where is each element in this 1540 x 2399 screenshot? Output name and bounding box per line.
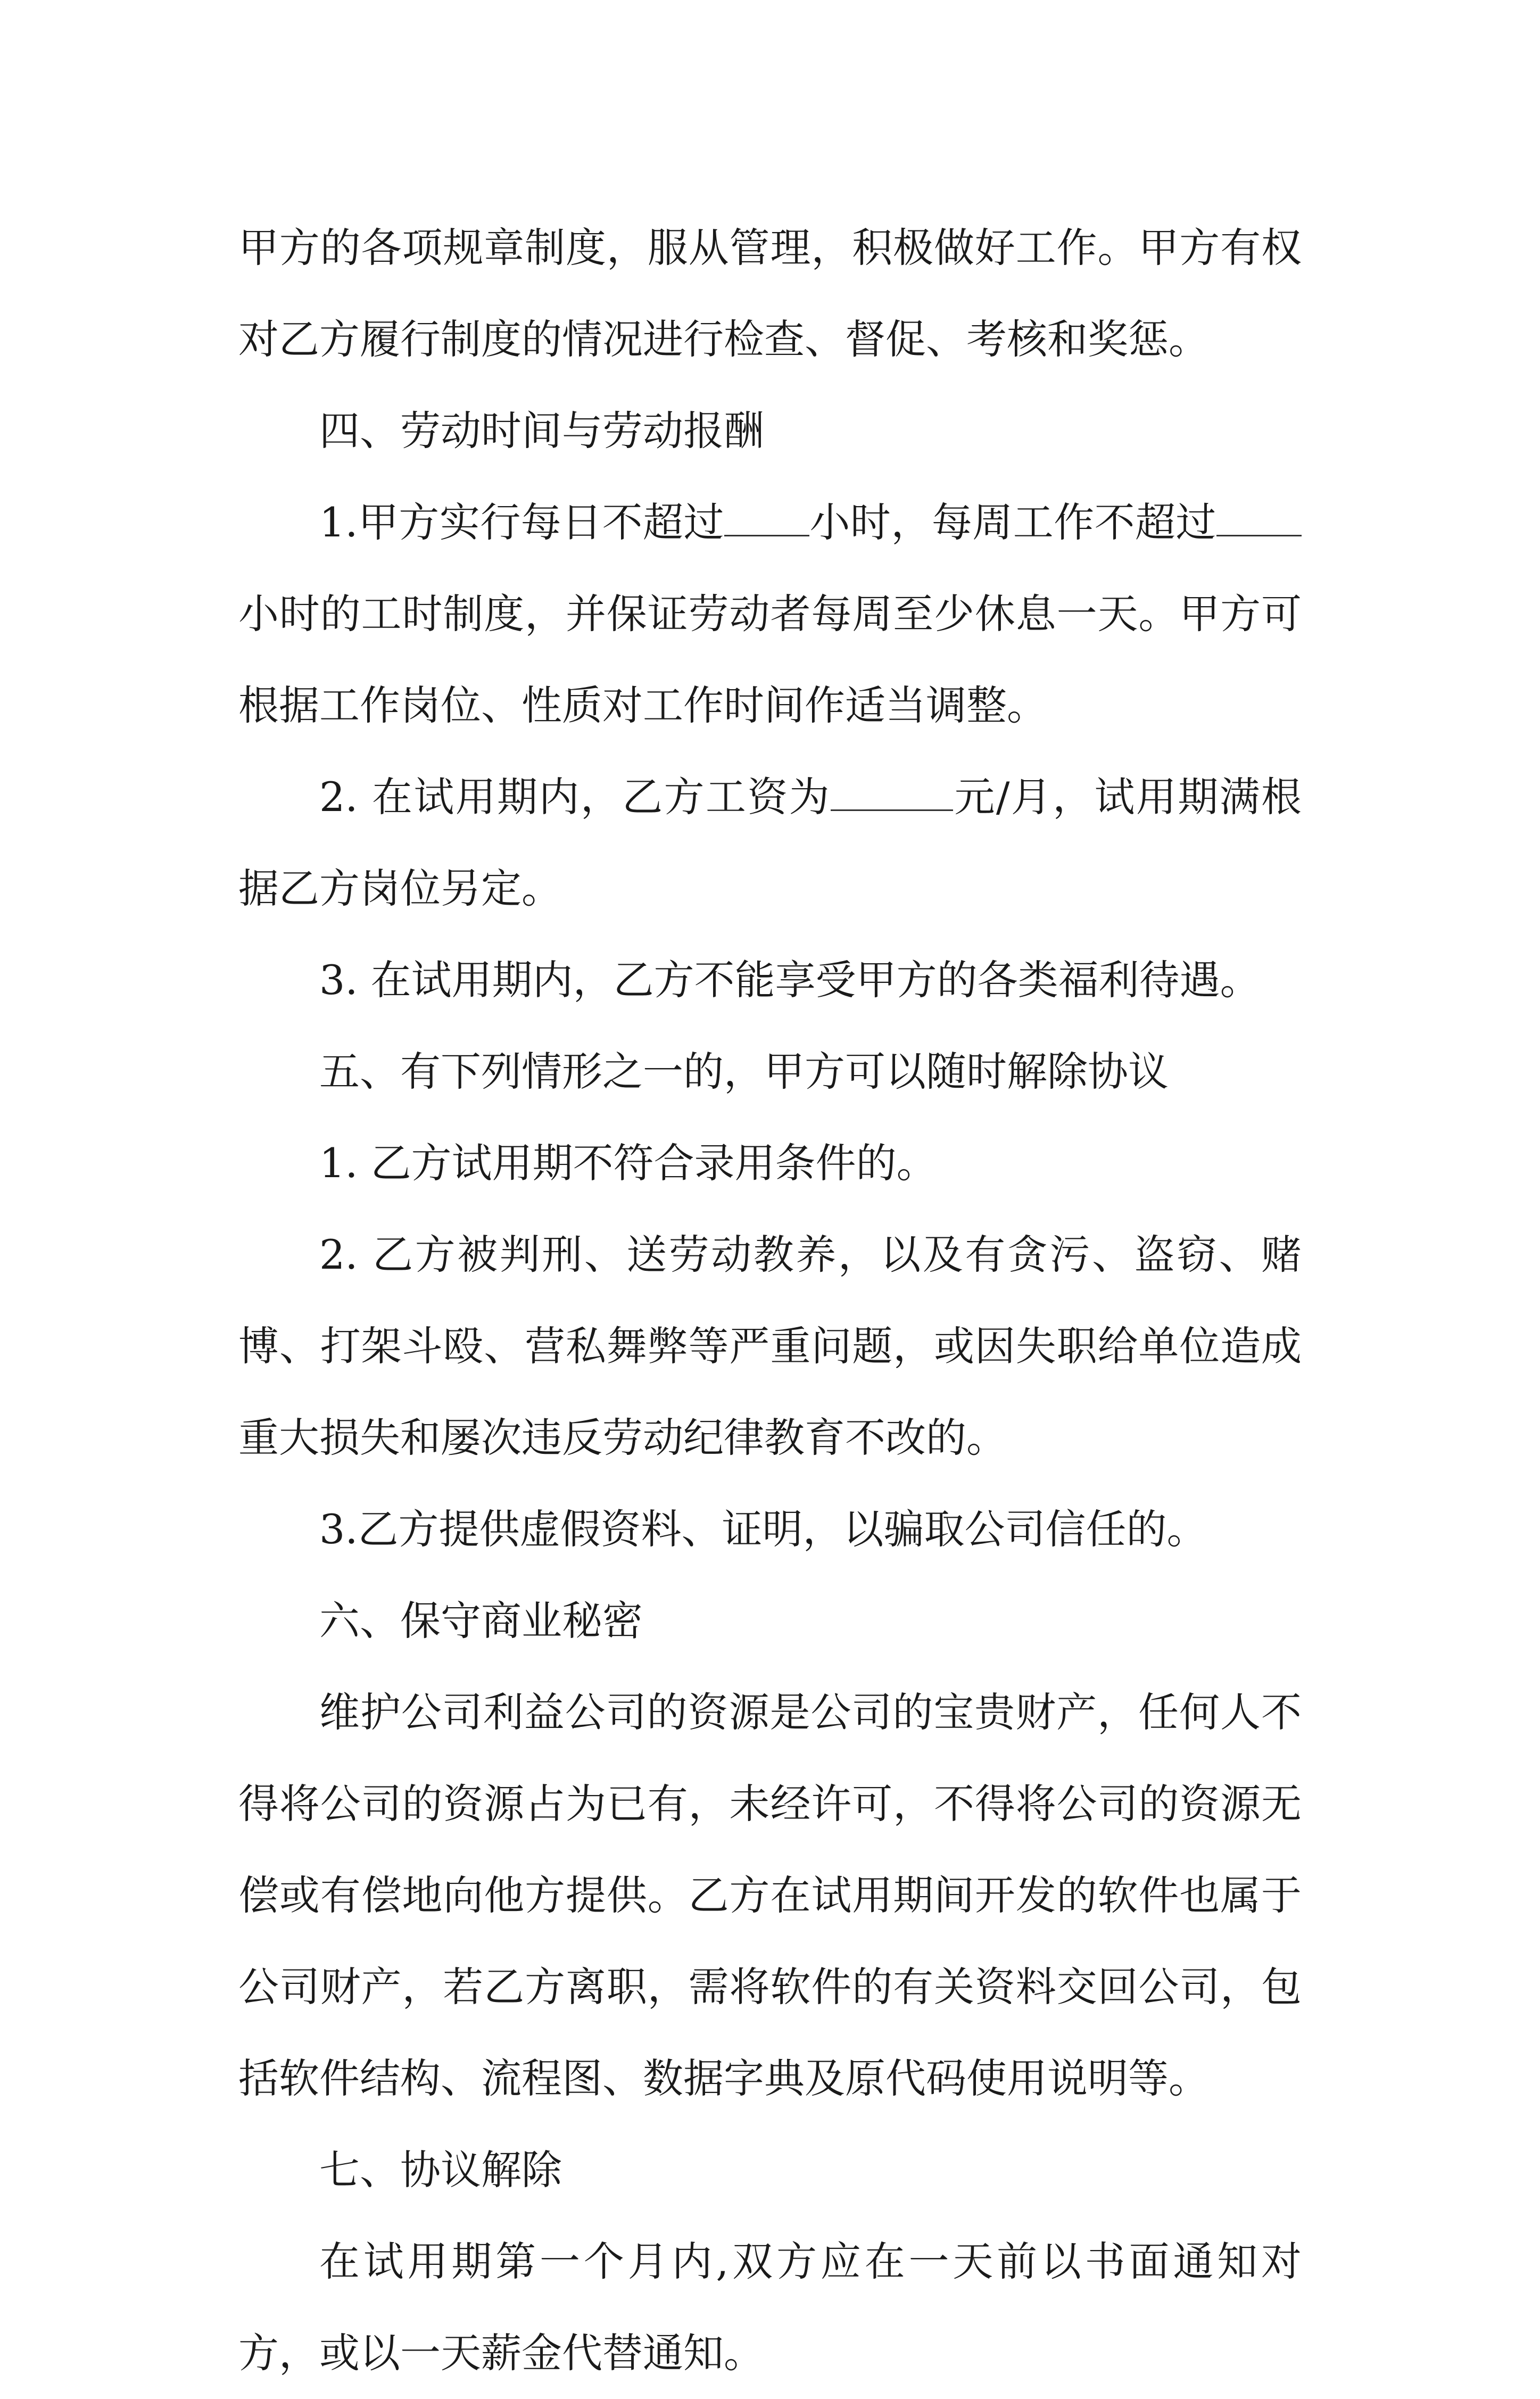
text-segment: 小时，每周工作不超过: [809, 499, 1216, 546]
blank-weekly-hours: [1216, 503, 1302, 536]
paragraph-agreement-termination: 在试用期第一个月内,双方应在一天前以书面通知对方，或以一天薪金代替通知。: [238, 2238, 1302, 2377]
paragraph-termination-3: 3.乙方提供虚假资料、证明，以骗取公司信任的。: [319, 1505, 1207, 1553]
text-segment: 元/月，试用期满根据乙方岗位另定。: [238, 773, 1302, 912]
paragraph-rules-obedience: 甲方的各项规章制度，服从管理，积极做好工作。甲方有权对乙方履行制度的情况进行检查、督促、考核和奖惩。: [238, 224, 1302, 363]
paragraph-termination-2: 2. 乙方被判刑、送劳动教养，以及有贪污、盗窃、赌博、打架斗殴、营私舞弊等严重问题，或因失职给单位造成重大损失和屡次违反劳动纪律教育不改的。: [238, 1231, 1302, 1461]
text-segment: 小时的工时制度，并保证劳动者每周至少休息一天。甲方可根据工作岗位、性质对工作时间作适当调整。: [238, 590, 1302, 729]
section-heading-working-hours: 四、劳动时间与劳动报酬: [319, 407, 764, 454]
text-segment: 1.甲方实行每日不超过: [319, 499, 725, 546]
blank-salary-amount: [831, 777, 953, 811]
section-heading-termination-conditions: 五、有下列情形之一的，甲方可以随时解除协议: [319, 1048, 1169, 1095]
text-segment: 2. 在试用期内，乙方工资为: [319, 773, 831, 821]
blank-daily-hours: [724, 503, 809, 536]
section-heading-agreement-termination: 七、协议解除: [319, 2146, 562, 2194]
paragraph-trade-secrets: 维护公司利益公司的资源是公司的宝贵财产，任何人不得将公司的资源占为已有，未经许可，不得将公司的资源无偿或有偿地向他方提供。乙方在试用期间开发的软件也属于公司财产，若乙方离职，需将软件的有关资料交回公司，包括软件结构、流程图、数据字典及原代码使用说明等。: [238, 1689, 1302, 2102]
paragraph-termination-1: 1. 乙方试用期不符合录用条件的。: [319, 1139, 937, 1187]
document-page: [238, 202, 1302, 2399]
section-heading-trade-secrets: 六、保守商业秘密: [319, 1597, 643, 1644]
paragraph-probation-benefits: 3. 在试用期内，乙方不能享受甲方的各类福利待遇。: [319, 956, 1261, 1004]
paragraph-probation-salary: [238, 751, 1302, 934]
paragraph-working-hours: [238, 477, 1302, 751]
